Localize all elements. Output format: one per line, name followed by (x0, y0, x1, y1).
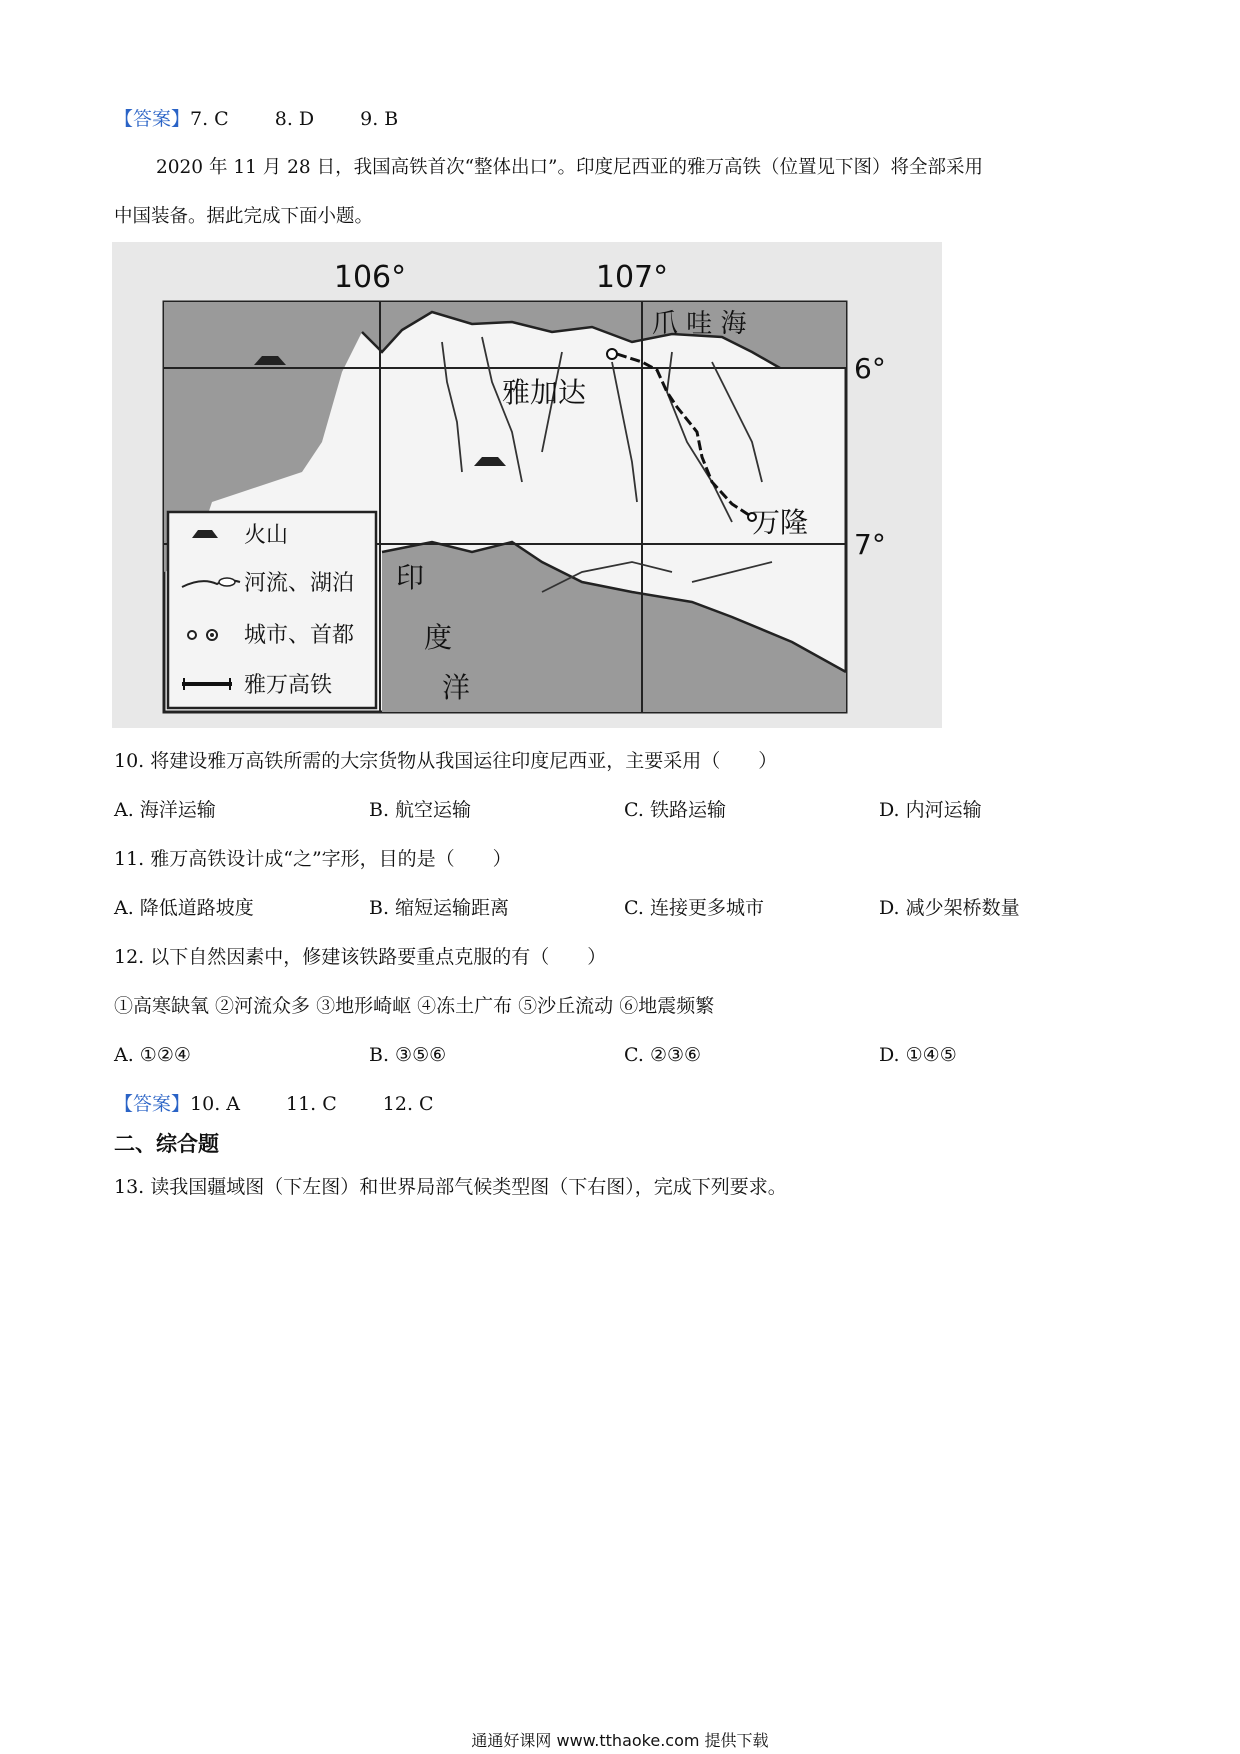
answer-item: 10. A (190, 1093, 240, 1115)
ocean-label-3: 洋 (442, 671, 471, 704)
answer-line-1 (114, 106, 398, 132)
lon-label-107: 107° (595, 260, 669, 295)
answer-line-2 (114, 1091, 434, 1117)
legend-river-lake: 河流、湖泊 (244, 571, 355, 596)
intro-line-2: 中国装备。据此完成下面小题。 (114, 206, 374, 227)
jakarta-label: 雅加达 (502, 376, 587, 409)
legend-city-capital: 城市、首都 (244, 623, 355, 648)
bandung-label: 万隆 (752, 506, 809, 539)
ocean-label-2: 度 (424, 621, 453, 654)
question-10-option-a: A. 海洋运输 (114, 799, 216, 821)
question-10-stem: 10. 将建设雅万高铁所需的大宗货物从我国运往印度尼西亚，主要采用（ ） (114, 750, 778, 772)
question-10-option-d: D. 内河运输 (879, 799, 982, 821)
page-footer: 通通好课网 www.tthaoke.com 提供下载 (471, 1731, 769, 1750)
answer-tag: 【答案】 (114, 108, 191, 130)
map-legend (168, 512, 376, 708)
question-11-stem: 11. 雅万高铁设计成“之”字形，目的是（ ） (114, 848, 512, 870)
question-12-factors: ①高寒缺氧 ②河流众多 ③地形崎岖 ④冻土广布 ⑤沙丘流动 ⑥地震频繁 (114, 995, 715, 1017)
question-12-option-a: A. ①②④ (114, 1044, 191, 1066)
section-title: 二、综合题 (114, 1132, 219, 1156)
answer-item: 9. B (360, 108, 399, 130)
lat-label-6: 6° (854, 352, 886, 385)
legend-railway: 雅万高铁 (244, 673, 333, 698)
question-11-option-d: D. 减少架桥数量 (879, 897, 1020, 919)
ocean-label-1: 印 (396, 561, 425, 594)
answer-item: 11. C (286, 1093, 337, 1115)
answer-item: 7. C (190, 108, 229, 130)
intro-line-1: 2020 年 11 月 28 日，我国高铁首次“整体出口”。印度尼西亚的雅万高铁（位置见下图）将全部采用 (156, 157, 983, 178)
question-12-option-b: B. ③⑤⑥ (369, 1044, 447, 1066)
question-12-option-c: C. ②③⑥ (624, 1044, 702, 1066)
lon-label-106: 106° (333, 260, 407, 295)
answer-item: 8. D (274, 108, 315, 130)
lat-label-7: 7° (854, 528, 886, 561)
city-capital-icon (607, 349, 617, 359)
city-capital-icon (188, 631, 196, 639)
answer-tag: 【答案】 (114, 1093, 191, 1115)
question-10-option-c: C. 铁路运输 (624, 799, 726, 821)
sea-label: 爪 哇 海 (652, 309, 747, 339)
map-figure (112, 242, 942, 728)
question-13-stem: 13. 读我国疆域图（下左图）和世界局部气候类型图（下右图），完成下列要求。 (114, 1176, 787, 1198)
answer-item: 12. C (382, 1093, 434, 1115)
question-12-option-d: D. ①④⑤ (879, 1044, 957, 1066)
question-11-option-c: C. 连接更多城市 (624, 897, 764, 919)
question-11-option-b: B. 缩短运输距离 (369, 897, 510, 919)
question-11-option-a: A. 降低道路坡度 (114, 897, 254, 919)
question-12-stem: 12. 以下自然因素中，修建该铁路要重点克服的有（ ） (114, 946, 607, 968)
legend-volcano: 火山 (244, 523, 289, 548)
question-10-option-b: B. 航空运输 (369, 799, 472, 821)
